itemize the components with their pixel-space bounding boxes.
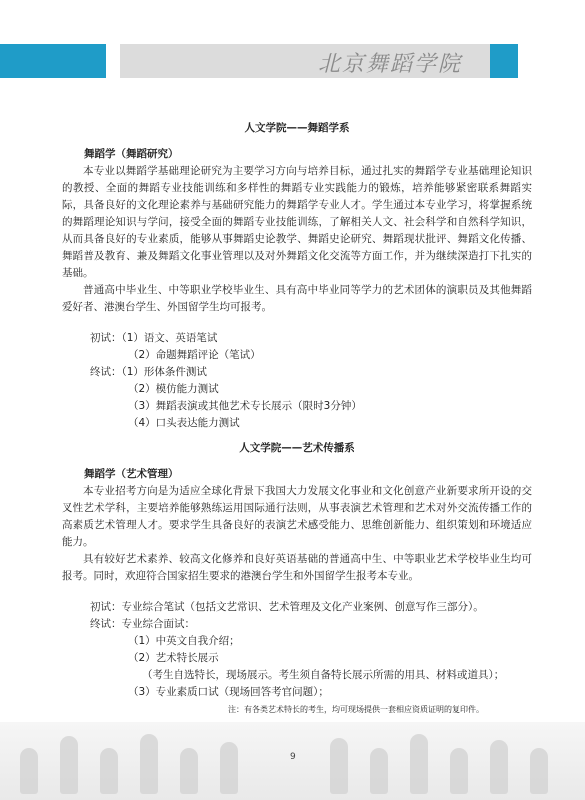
dancer-silhouette-icon xyxy=(530,748,548,794)
section1-exam-line: （2）命题舞蹈评论（笔试） xyxy=(128,349,261,361)
section1-exam-line: 终试：（1）形体条件测试 xyxy=(90,366,207,378)
section2-exam-line: （考生自选特长，现场展示。考生须自备特长展示所需的用具、材料或道具）； xyxy=(142,669,505,681)
dancer-silhouette-icon xyxy=(140,734,158,794)
section1-paragraph-1: 本专业以舞蹈学基础理论研究为主要学习方向与培养目标，通过扎实的舞蹈学专业基础理论知识的教授、全面的舞蹈专业技能训练和多样性的舞蹈专业实践能力的锻炼，培养能够紧密联系舞蹈实际，具备良好的文化理论素养与基础研究能力的舞蹈学专业人才。学生通过本专业学习，将掌握系统的舞蹈理论知识与学问，接受全面的舞蹈专业技能训练，了解相关人文、社会科学和自然科学知识，从而具备良好的专业素质，能够从事舞蹈史论教学、舞蹈史论研究、舞蹈现状批评、舞蹈文化传播、舞蹈普及教育、兼及舞蹈文化事业管理以及对外舞蹈文化交流等方面工作，并为继续深造打下扎实的基础。 xyxy=(62,165,532,279)
dancer-silhouette-icon xyxy=(330,738,348,794)
dancer-silhouette-icon xyxy=(20,748,38,794)
dancer-silhouette-icon xyxy=(450,748,468,794)
section2-exam-line: （1）中英文自我介绍； xyxy=(128,635,240,647)
section1-exam-line: 初试：（1）语文、英语笔试 xyxy=(90,332,218,344)
section2-note: 注：有各类艺术特长的考生，均可现场提供一套相应资质证明的复印件。 xyxy=(228,705,484,714)
section1-exam-line: （3）舞蹈表演或其他艺术专长展示（限时3分钟） xyxy=(128,400,362,412)
dancer-silhouette-icon xyxy=(370,748,388,794)
header-blue-block-right xyxy=(490,44,518,78)
dancer-silhouette-icon xyxy=(410,734,428,794)
dancer-silhouette-icon xyxy=(100,748,118,794)
section2-subtitle: 舞蹈学（艺术管理） xyxy=(84,468,179,480)
dancer-silhouette-icon xyxy=(490,740,508,794)
section2-exam-line: （3）专业素质口试（现场回答考官问题）； xyxy=(128,686,329,698)
dancer-silhouette-icon xyxy=(180,748,198,794)
section2-title: 人文学院——艺术传播系 xyxy=(239,442,355,454)
dancer-silhouette-icon xyxy=(220,742,238,794)
dancer-silhouette-icon xyxy=(60,736,78,794)
section2-exam-line: 终试：专业综合面试： xyxy=(90,618,195,630)
section1-paragraph-2: 普通高中毕业生、中等职业学校毕业生、具有高中毕业同等学力的艺术团体的演职员及其他舞蹈爱好者、港澳台学生、外国留学生均可报考。 xyxy=(62,284,532,313)
section2-paragraph-1: 本专业招考方向是为适应全球化背景下我国大力发展文化事业和文化创意产业新要求所开设的交叉性艺术学科，主要培养能够熟练运用国际通行法则，从事表演艺术管理和艺术对外交流传播工作的高素质艺术管理人才。要求学生具备良好的表演艺术感受能力、思维创新能力、组织策划和环境适应能力。 xyxy=(62,485,532,548)
section2-exam-line: 初试：专业综合笔试（包括文艺常识、艺术管理及文化产业案例、创意写作三部分）。 xyxy=(90,601,484,613)
page-number: 9 xyxy=(290,752,296,762)
school-logo-text: 北京舞蹈学院 xyxy=(318,52,463,77)
section1-exam-line: （4）口头表达能力测试 xyxy=(128,417,240,429)
section1-subtitle: 舞蹈学（舞蹈研究） xyxy=(84,148,179,160)
section2-paragraph-2: 具有较好艺术素养、较高文化修养和良好英语基础的普通高中生、中等职业艺术学校毕业生均可报考。同时，欢迎符合国家招生要求的港澳台学生和外国留学生报考本专业。 xyxy=(62,553,532,582)
section1-title: 人文学院——舞蹈学系 xyxy=(244,122,350,134)
document-body xyxy=(62,120,532,718)
section2-exam-line: （2）艺术特长展示 xyxy=(128,652,219,664)
section1-exam-line: （2）模仿能力测试 xyxy=(128,383,219,395)
header-blue-block-left xyxy=(0,44,106,78)
